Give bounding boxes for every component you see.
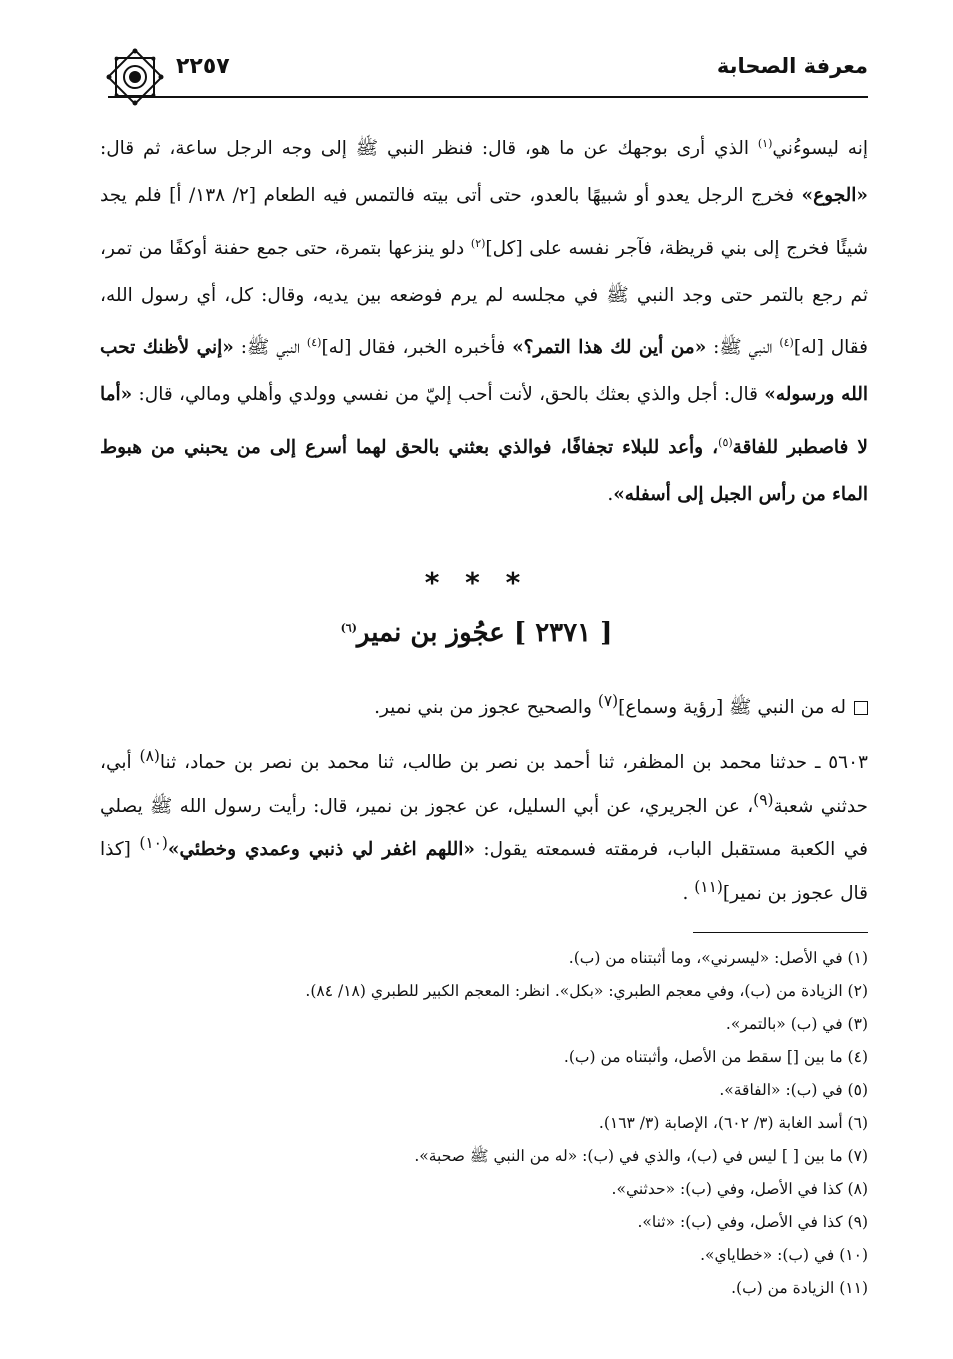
footnote-ref: (٩) [753,790,774,809]
footnote-ref: (٨) [139,747,160,765]
footnote: (١١) الزيادة من (ب). [731,1279,868,1297]
paragraph: ٥٦٠٣ ـ حدثنا محمد بن المظفر، ثنا أحمد بن نصر بن طالب، ثنا محمد بن نصر بن حماد، ثنا$^{(٨)}$ أبي، حدثني شعبة$^{(٩)}$، عن الجريري، عن أبي السليل، عن عجوز بن نمير، قال: رأيت رسول الله ﷺ يصلي في الكعبة مستقبل الباب، فرمقته فسمعته يقول: «اللهم اغفر لي ذنبي وعمدي وخطئي»$^{(١٠)}$ [كذا قال عجوز بن نمير]$^{(١١)}$ . [100,747,868,905]
prophet-quote: «اللهم اغفر لي ذنبي وعمدي وخطئي» [167,839,475,861]
footnote-ref: (١١) [694,877,723,896]
prophet-quote: «أما لا فاصطبر للفاقة [100,384,868,458]
footnote: (٩) كذا في الأصل، وفي (ب): «ثنا». [637,1213,868,1231]
footnote: (٣) في (ب) «بالتمر». [725,1015,868,1033]
footnote-ref: (٥) [718,435,733,449]
main-text [100,120,868,518]
prophet-quote: «إني لأظنك تحب الله ورسوله» [100,337,868,406]
hadith-text [100,738,868,913]
ornament-icon [104,46,166,108]
footnote-ref: (٤) [779,336,794,350]
header-rule [108,96,868,98]
footnote: (١) في الأصل: «ليسرني»، وما أثبتناه من (ب). [568,949,868,967]
footnote-ref: (٢) [470,236,486,250]
section-separator: * * * [424,566,529,599]
prophet-quote: «الجوع» [801,185,868,207]
footnote: (٦) أسد الغابة (٣/ ٦٠٢)، الإصابة (٣/ ١٦٣). [598,1114,868,1132]
page-number: ٢٢٥٧ [176,54,230,79]
footnote: (٢) الزيادة من (ب)، وفي معجم الطبري: «بكل». انظر: المعجم الكبير للطبري (١٨/ ٨٤). [305,982,868,1000]
entry-heading: [ ٢٣٧١ ] عجُوز بن نمير$^{(٦)}$ [340,618,613,648]
footnote-rule [693,932,868,933]
footnote-ref: (١) [757,137,773,150]
footnote-ref: (٤) [306,336,322,350]
entry-intro: له من النبي ﷺ [رؤية وسماع]$^{(٧)}$ والصحيح عجوز من بني نمير. [100,686,868,723]
paragraph: إنه ليسوءُني$^{(١)}$ الذي أرى بوجهك عن ما هو، قال: فنظر النبي ﷺ إلى وجه الرجل ساعة، ثم قال: «الجوع» فخرج الرجل يعدو أو شبيهًا بالعدو، حتى أتى بيته فالتمس فيه الطعام [٢/ ١٣٨/ أ] فلم يجد شيئًا فخرج إلى بني قريظة، فآجر نفسه على [كل]$^{(٢)}$ دلو ينزعها بتمرة، حتى جمع حفنة أوكفًا من تمر، ثم رجع بالتمر حتى وجد النبي ﷺ في مجلسه لم يرم فوضعه بين يديه، وقال: كل، أي رسول الله، فقال [له]$^{(٤)}$ النبي ﷺ: «من أين لك هذا التمر؟» فأخبره الخبر، فقال [له]$^{(٤)}$ النبي ﷺ: «إني لأظنك تحب الله ورسوله» قال: أجل والذي بعثك بالحق، لأنت أحب إليّ من نفسي وولدي وأهلي ومالي، قال: «أما لا فاصطبر للفاقة$^{(٥)}$، وأعد للبلاء تجفافًا، فوالذي بعثني بالحق لهما أسرع إلى من يحبني من هبوط الماء من رأس الجبل إلى أسفله». [100,137,868,506]
footnote: (٨) كذا في الأصل، وفي (ب): «حدثني». [611,1180,868,1198]
prophet-quote: «من أين لك هذا التمر؟» [512,337,707,359]
footnote-ref: (٧) [597,692,619,710]
square-bullet-icon [854,701,868,715]
footnote-ref: (٦) [340,621,357,635]
footnote: (١٠) في (ب): «خطاياي». [700,1246,868,1264]
prophet-quote: ، وأعد للبلاء تجفافًا، فوالذي بعثني بالحق لهما أسرع إلى من يحبني من هبوط الماء من رأس الجبل إلى أسفله» [100,436,868,506]
running-title: معرفة الصحابة [716,54,868,78]
footnote: (٤) ما بين [] سقط من الأصل، وأثبتناه من (ب). [563,1048,868,1066]
footnotes [100,942,868,1305]
footnote-ref: (١٠) [139,834,168,853]
footnote: (٧) ما بين [ ] ليس في (ب)، والذي في (ب): «له من النبي ﷺ صحبة». [414,1147,868,1165]
footnote: (٥) في (ب): «الفاقة». [719,1081,868,1099]
page-header [108,44,868,96]
